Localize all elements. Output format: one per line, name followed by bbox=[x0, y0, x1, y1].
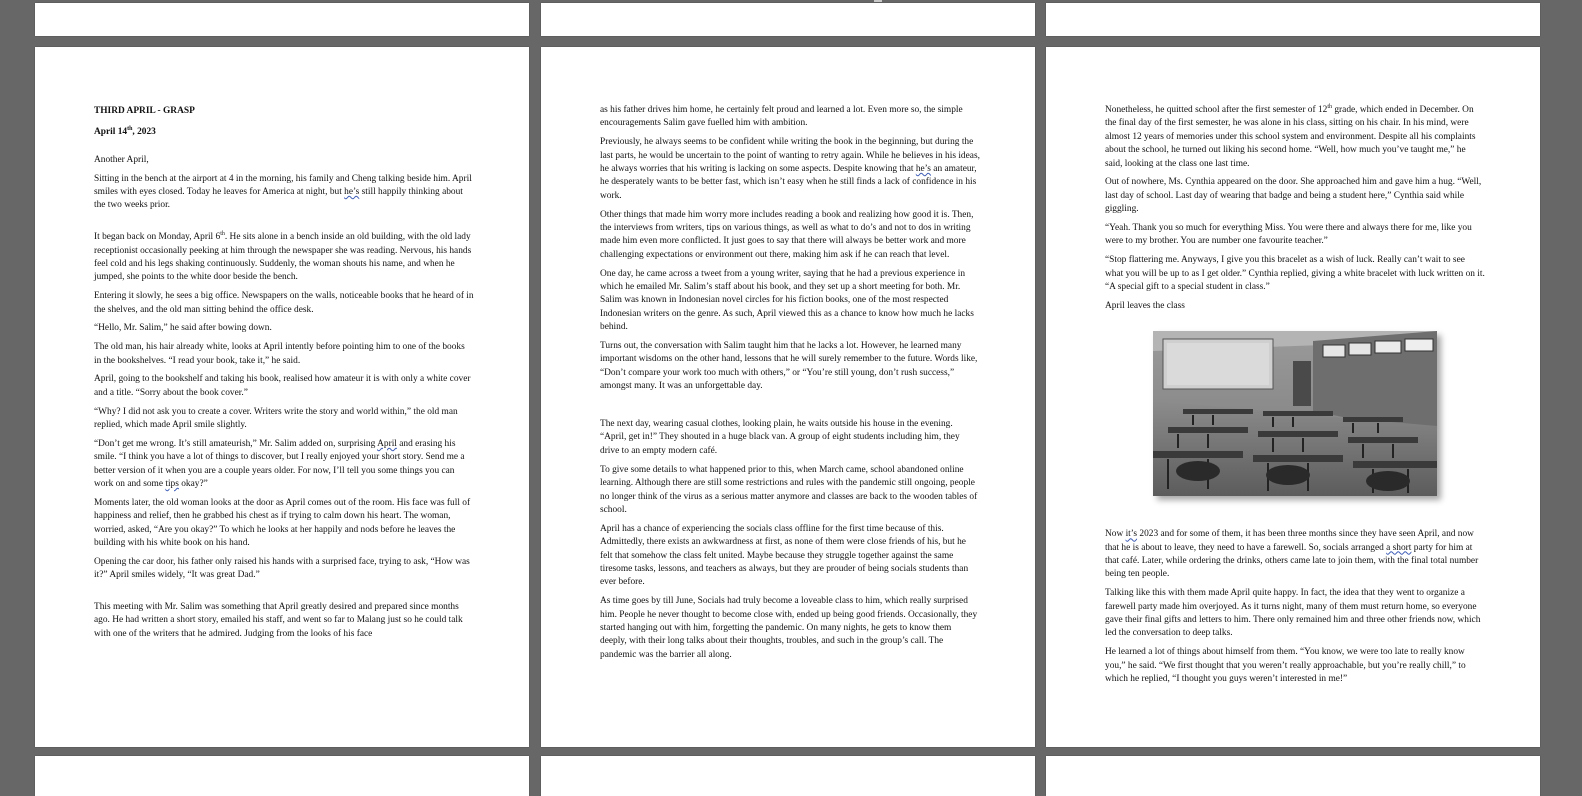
grammar-flag[interactable]: April bbox=[377, 438, 397, 449]
paragraph: Sitting in the bench at the airport at 4 in the morning, his family and Cheng talking beside him. April smiles with eyes closed. Today he leaves for America at night, but he’s still happily thinking about the two weeks prior. bbox=[94, 173, 472, 211]
grammar-flag[interactable]: a short bbox=[1386, 542, 1412, 553]
paragraph: The next day, wearing casual clothes, looking plain, he waits outside his house in the evening. “April, get in!” They shouted in a huge black van. A group of eight students including him, they drive to an empty modern café. bbox=[600, 419, 960, 456]
paragraph: Talking like this with them made April quite happy. In fact, the idea that they went to organize a farewell party made him overjoyed. As it turns night, many of them must return home, so everyone gave their final gifts and letters to him. There only remained him and three other friends now, which led the conversation to deep talks. bbox=[1105, 588, 1481, 639]
spelling-flag[interactable]: it’s bbox=[1125, 529, 1138, 540]
grammar-flag[interactable]: tips bbox=[165, 479, 179, 490]
paragraph: “Don’t get me wrong. It’s still amateurish,” Mr. Salim added on, surprising April and erasing his smile. “I think you have a lot of things to discover, but I really enjoyed your short story. Send me a better version of it when you are a couple years older. For now, I’ll tell you some things you can work on and some tips okay?” bbox=[94, 438, 465, 490]
paragraph: as his father drives him home, he certainly felt proud and learned a lot. Even more so, the simple encouragements Salim gave fuelled him with ambition. bbox=[600, 105, 963, 129]
paragraph: “Yeah. Thank you so much for everything Miss. You were there and always there for me, like you were to my brother. You are number one favourite teacher.” bbox=[1105, 223, 1472, 247]
paragraph: It began back on Monday, April 6th. He sits alone in a bench inside an old building, with the old lady receptionist occasionally peeking at him through the newspaper she was reading. Nervous, his hands feel cold and his legs shaking continuously. Suddenly, the woman shouts his name, and when he jumped, she points to the white door beside the bench. bbox=[94, 231, 472, 283]
paragraph: Other things that made him worry more includes reading a book and realizing how good it is. Then, the interviews from writers, tips on various things, as well as what to do’s and not to dos in writing made him even more conflicted. It just goes to say that there will always be better work and more challenging expectations or environment out there, making him ask if he can reach that level. bbox=[600, 209, 974, 260]
paragraph: Previously, he always seems to be confident while writing the book in the beginning, but during the last parts, he would be uncertain to the point of wanting to retry again. While he believes in his ideas, he always worries that his writing is lacking on some aspects. Despite knowing that he’s an amateur, he desperately wants to be better fast, which isn’t easy when he still finds a lack of confidence in his work. bbox=[600, 137, 980, 201]
paragraph: As time goes by till June, Socials had truly become a loveable class to him, which really surprised him. People he never thought to become close with, ended up being good friends. Occasionally, they started hanging out with him, forgetting the pandemic. On many nights, he gets to know them deeply, with their long talks about their thoughts, troubles, and such in the group’s call. The pandemic was the barrier all along. bbox=[600, 596, 978, 660]
paragraph: To give some details to what happened prior to this, when March came, school abandoned online learning. Although there are still some restrictions and rules with the pandemic still ongoing, people no longer think of the virus as a serious matter anymore and classes are back to the wooden tables of school. bbox=[600, 464, 978, 515]
next-page-top-right bbox=[1046, 756, 1540, 796]
paragraph: One day, he came across a tweet from a young writer, saying that he had a previous experience in which he emailed Mr. Salim’s staff about his book, and they set up a short meeting for both. Mr. Salim was known in Indonesian novel circles for his fiction books, one of the most respected Indonesian writers on the genre. As such, April viewed this as a chance to know how much he lacks behind. bbox=[600, 268, 974, 333]
document-page-2[interactable] bbox=[541, 47, 1035, 747]
document-title: THIRD APRIL - GRASP bbox=[94, 106, 195, 116]
page-1-text[interactable] bbox=[94, 105, 474, 647]
paragraph: “Stop flattering me. Anyways, I give you this bracelet as a wish of luck. Really can’t wait to see what you will be up to as I get older.” Cynthia replied, giving a white bracelet with luck written on it. “A special gift to a special student in class.” bbox=[1105, 255, 1485, 293]
paragraph: Moments later, the old woman looks at the door as April comes out of the room. His face was full of happiness and relief, then he grabbed his chest as if trying to calm down his heart. The woman, worried, asked, “Are you okay?” To which he looks at her happily and nods before he leaves the building with his white book on his hand. bbox=[94, 497, 471, 549]
paragraph: Now it’s 2023 and for some of them, it has been three months since they have seen April, and now that he is about to leave, they need to have a farewell. So, socials arranged a short party for him at that café. Later, while ordering the drinks, others came late to join them, with the final total number being ten people. bbox=[1105, 529, 1479, 580]
paragraph: “Why? I did not ask you to create a cover. Writers write the story and world within,” the old man replied, which made April smile slightly. bbox=[94, 406, 458, 431]
next-page-top-left bbox=[35, 756, 529, 796]
paragraph: Nonetheless, he quitted school after the first semester of 12th grade, which ended in December. On the final day of the first semester, he was alone in his class, sitting on his chair. In his mind, were almost 12 years of memories under this school system and environment. Despite all his complaints about the school, he turned out liking his second home. “Well, how much you’ve taught me,” he said, looking at the class one last time. bbox=[1105, 103, 1476, 169]
classroom-photo-icon bbox=[1153, 331, 1437, 496]
paragraph: Out of nowhere, Ms. Cynthia appeared on the door. She approached him and gave him a hug. “Well, last day of school. Last day of wearing that badge and being a student here,” Cynthia said while giggling. bbox=[1105, 177, 1482, 215]
paragraph: Opening the car door, his father only raised his hands with a surprised face, trying to ask, “How was it?” April smiles widely, “It was great Dad.” bbox=[94, 556, 470, 581]
spelling-flag[interactable]: he’s bbox=[344, 187, 360, 198]
document-date: April 14th, 2023 bbox=[94, 126, 156, 138]
paragraph: This meeting with Mr. Salim was something that April greatly desired and prepared since months ago. He had written a short story, emailed his staff, and went so far to Malang just so he could talk with one of the writers that he admired. Judging from the looks of his face bbox=[94, 602, 463, 639]
page-3-text[interactable] bbox=[1105, 104, 1485, 692]
previous-page-bottom-middle bbox=[541, 3, 1035, 36]
paragraph: Turns out, the conversation with Salim taught him that he lacks a lot. However, he learned many important wisdoms on the other hand, lessons that he will surely remember to the future. Words like, “Don’t compare your work too much with others,” or “You’re still young, don’t rush success,” amongst many. It was an unforgettable day. bbox=[600, 341, 978, 392]
paragraph: “Hello, Mr. Salim,” he said after bowing down. bbox=[94, 323, 272, 334]
paragraph: Entering it slowly, he sees a big office. Newspapers on the walls, noticeable books that he heard of in the shelves, and the old man sitting behind the office desk. bbox=[94, 291, 474, 315]
paragraph: The old man, his hair already white, looks at April intently before pointing him to one of the books in the bookshelves. “I read your book, take it,” he said. bbox=[94, 342, 465, 366]
paragraph: April leaves the class bbox=[1105, 300, 1185, 311]
paragraph: April, going to the bookshelf and taking his book, realised how amateur it is with only a white cover and a title. “Sorry about the book cover.” bbox=[94, 374, 471, 398]
page-marker bbox=[874, 0, 882, 2]
page-2-text[interactable] bbox=[600, 104, 980, 668]
previous-page-bottom-left bbox=[35, 3, 529, 36]
previous-page-bottom-right bbox=[1046, 3, 1540, 36]
paragraph: He learned a lot of things about himself from them. “You know, we were too late to really know you,” he said. “We first thought that you weren’t really approachable, but you’re really chill,” to which he replied, “I thought you guys weren’t interested in me!” bbox=[1105, 647, 1466, 685]
document-page-3[interactable] bbox=[1046, 47, 1540, 747]
spelling-flag[interactable]: he’s bbox=[915, 164, 931, 175]
paragraph: April has a chance of experiencing the socials class offline for the first time because of this. Admittedly, there exists an awkwardness at first, as none of them were close friends of his, but he felt that somehow the class felt united. Maybe because they struggle together against the same tiresome tasks, lessons, and teachers as always, but they are prouder of being socials students than ever before. bbox=[600, 523, 969, 588]
next-page-top-middle bbox=[541, 756, 1035, 796]
paragraph: Another April, bbox=[94, 154, 149, 165]
document-page-1[interactable] bbox=[35, 47, 529, 747]
classroom-photo[interactable] bbox=[1153, 331, 1437, 496]
